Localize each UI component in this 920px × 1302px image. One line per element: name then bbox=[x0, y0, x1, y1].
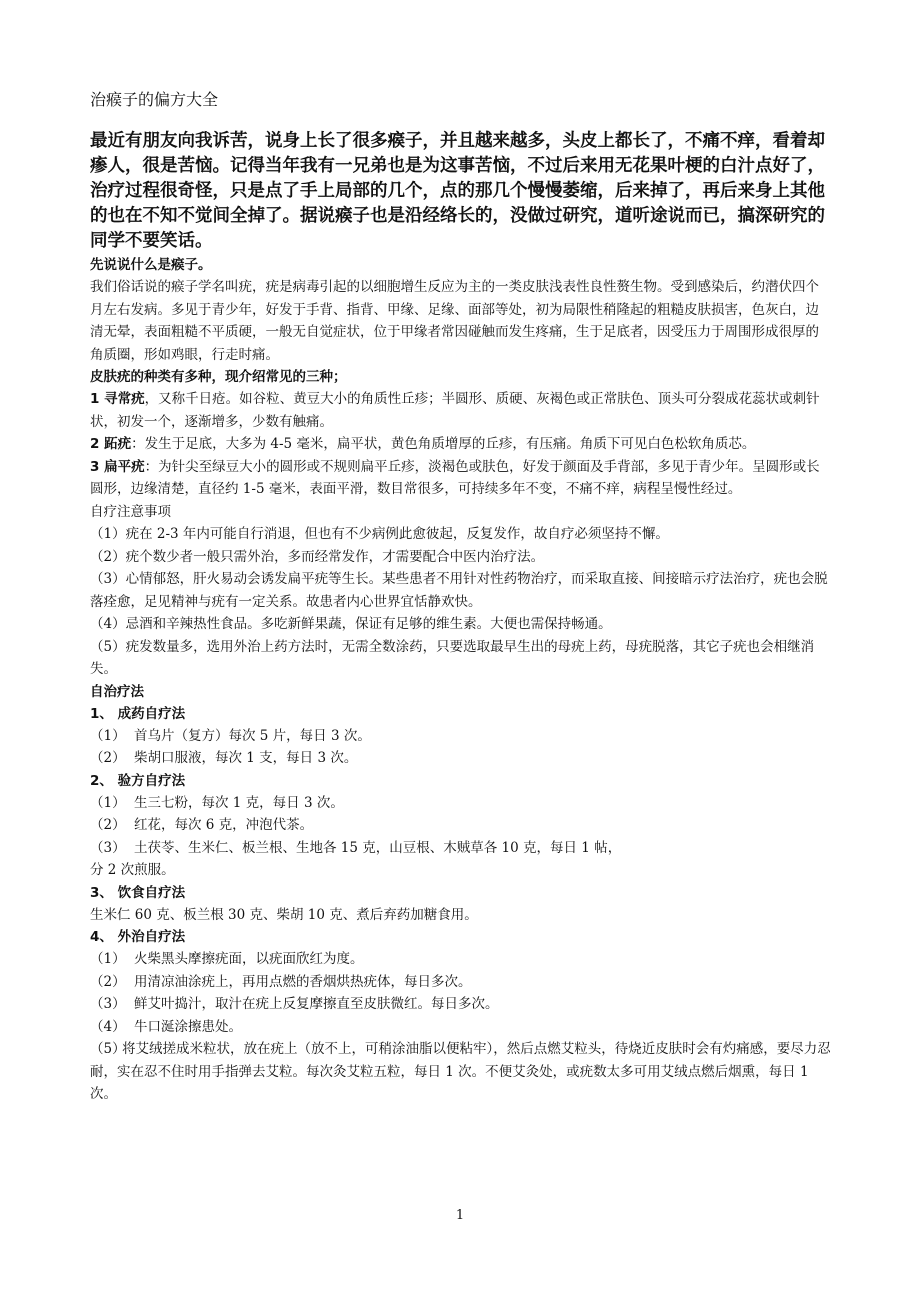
item-text: 鲜艾叶捣汁，取汁在疣上反复摩擦直至皮肤微红。每日多次。 bbox=[134, 996, 499, 1012]
item-text: 牛口涎涂擦患处。 bbox=[134, 1018, 242, 1035]
method-heading-3: 3、 饮食自疗法 bbox=[90, 884, 186, 901]
type-text: ，又称千日疮。如谷粒、黄豆大小的角质性丘疹；半圆形、质硬、灰褐色或正常肤色、顶头可分裂成花蕊状或刺针状，初发一个，逐渐增多，少数有触痛。 bbox=[90, 391, 820, 430]
method-item bbox=[90, 814, 832, 837]
method-item bbox=[90, 1038, 832, 1106]
type-label: 2 跖疣 bbox=[90, 436, 132, 452]
page-number: 1 bbox=[455, 1208, 465, 1223]
method-item bbox=[90, 747, 832, 770]
method-item-continuation: 分 2 次煎服。 bbox=[90, 862, 175, 878]
what-paragraph: 我们俗话说的瘊子学名叫疣，疣是病毒引起的以细胞增生反应为主的一类皮肤浅表性良性赘生物。受到感染后，约潜伏四个月左右发病。多见于青少年，好发于手背、指背、甲缘、足缘、面部等处，初为局限性稍隆起的粗糙皮肤损害，色灰白，边清无晕，表面粗糙不平质硬，一般无自觉症状，位于甲缘者常因碰触而发生疼痛，生于足底者，因受压力于周围形成很厚的角质圈，形如鸡眼，行走时痛。 bbox=[90, 279, 819, 363]
type-paragraph bbox=[90, 456, 832, 501]
section-heading-methods: 自治疗法 bbox=[90, 683, 144, 700]
item-number: （5） bbox=[90, 1041, 126, 1057]
type-paragraph bbox=[90, 388, 832, 433]
item-text: 火柴黑头摩擦疣面，以疣面欣红为度。 bbox=[134, 951, 364, 967]
intro-paragraph: 最近有朋友向我诉苦，说身上长了很多瘊子，并且越来越多，头皮上都长了，不痛不痒，看着却瘆人，很是苦恼。记得当年我有一兄弟也是为这事苦恼，不过后来用无花果叶梗的白汁点好了，治疗过程很奇怪，只是点了手上局部的几个，点的那几个慢慢萎缩，后来掉了，再后来身上其他的也在不知不觉间全掉了。据说瘊子也是沿经络长的，没做过研究，道听途说而已，搞深研究的同学不要笑话。 bbox=[90, 131, 825, 251]
item-number: （1） bbox=[90, 794, 126, 811]
item-number: （2） bbox=[90, 817, 126, 833]
type-paragraph bbox=[90, 433, 832, 456]
item-text: 红花，每次 6 克，冲泡代茶。 bbox=[134, 817, 314, 833]
method-item bbox=[90, 993, 832, 1016]
item-text: 土茯苓、生米仁、板兰根、生地各 15 克，山豆根、木贼草各 10 克，每日 1 帖， bbox=[134, 839, 622, 856]
type-text: ：发生于足底，大多为 4-5 毫米，扁平状，黄色角质增厚的丘疹，有压痛。角质下可见白色松软角质芯。 bbox=[131, 436, 756, 452]
note-item: （5）疣发数量多，选用外治上药方法时，无需全数涂药，只要选取最早生出的母疣上药，母疣脱落，其它子疣也会相继消失。 bbox=[90, 638, 815, 677]
method-heading-2: 2、 验方自疗法 bbox=[90, 772, 186, 789]
method-heading-1: 1、 成药自疗法 bbox=[90, 705, 186, 722]
method-item bbox=[90, 971, 832, 994]
method-heading-4: 4、 外治自疗法 bbox=[90, 929, 186, 945]
section-heading-what: 先说说什么是瘊子。 bbox=[90, 257, 212, 273]
item-number: （2） bbox=[90, 750, 126, 766]
method-text: 生米仁 60 克、板兰根 30 克、柴胡 10 克、煮后弃药加糖食用。 bbox=[90, 906, 478, 923]
item-number: （2） bbox=[90, 973, 126, 990]
document-title: 治瘊子的偏方大全 bbox=[90, 90, 219, 109]
type-label: 3 扁平疣 bbox=[90, 458, 145, 475]
type-label: 1 寻常疣 bbox=[90, 391, 145, 407]
section-heading-types: 皮肤疣的种类有多种，现介绍常见的三种； bbox=[90, 369, 347, 385]
section-heading-notes: 自疗注意事项 bbox=[90, 503, 171, 520]
note-item: （3）心情郁怒，肝火易动会诱发扁平疣等生长。某些患者不用针对性药物治疗，而采取直接、间接暗示疗法治疗，疣也会脱落痊愈，足见精神与疣有一定关系。故患者内心世界宜恬静欢快。 bbox=[90, 571, 828, 610]
item-number: （3） bbox=[90, 839, 126, 856]
item-number: （3） bbox=[90, 996, 126, 1012]
note-item: （1）疣在 2-3 年内可能自行消退，但也有不少病例此愈彼起，反复发作，故自疗必须坚持不懈。 bbox=[90, 526, 669, 542]
item-number: （4） bbox=[90, 1018, 126, 1035]
item-text: 用清凉油涂疣上，再用点燃的香烟烘热疣体，每日多次。 bbox=[134, 973, 472, 990]
document-page bbox=[90, 88, 832, 1106]
method-item bbox=[90, 792, 832, 815]
item-text: 柴胡口服液，每次 1 支，每日 3 次。 bbox=[134, 750, 358, 766]
type-text: ：为针尖至绿豆大小的圆形或不规则扁平丘疹，淡褐色或肤色，好发于颜面及手背部，多见于青少年。呈圆形或长圆形，边缘清楚，直径约 1-5 毫米，表面平滑，数目常很多，可持续多年不变，不痛不痒，病程呈慢性经过。 bbox=[90, 458, 820, 497]
note-item: （4）忌酒和辛辣热性食品。多吃新鲜果蔬，保证有足够的维生素。大便也需保持畅通。 bbox=[90, 616, 612, 632]
method-item bbox=[90, 948, 832, 971]
note-item: （2）疣个数少者一般只需外治，多而经常发作，才需要配合中医内治疗法。 bbox=[90, 548, 545, 565]
item-text: 首乌片（复方）每次 5 片，每日 3 次。 bbox=[134, 727, 371, 744]
item-text: 将艾绒搓成米粒状，放在疣上（放不上，可稍涂油脂以便粘牢），然后点燃艾粒头，待烧近皮肤时会有灼痛感，要尽力忍耐，实在忍不住时用手指弹去艾粒。每次灸艾粒五粒，每日 1 次。不便艾灸处，或疣数太多可用艾绒点燃后烟熏，每日 1 次。 bbox=[90, 1041, 831, 1102]
item-number: （1） bbox=[90, 727, 126, 744]
method-item bbox=[90, 837, 832, 860]
method-item bbox=[90, 725, 832, 748]
item-text: 生三七粉，每次 1 克，每日 3 次。 bbox=[134, 794, 344, 811]
item-number: （1） bbox=[90, 951, 126, 967]
method-item bbox=[90, 1016, 832, 1039]
